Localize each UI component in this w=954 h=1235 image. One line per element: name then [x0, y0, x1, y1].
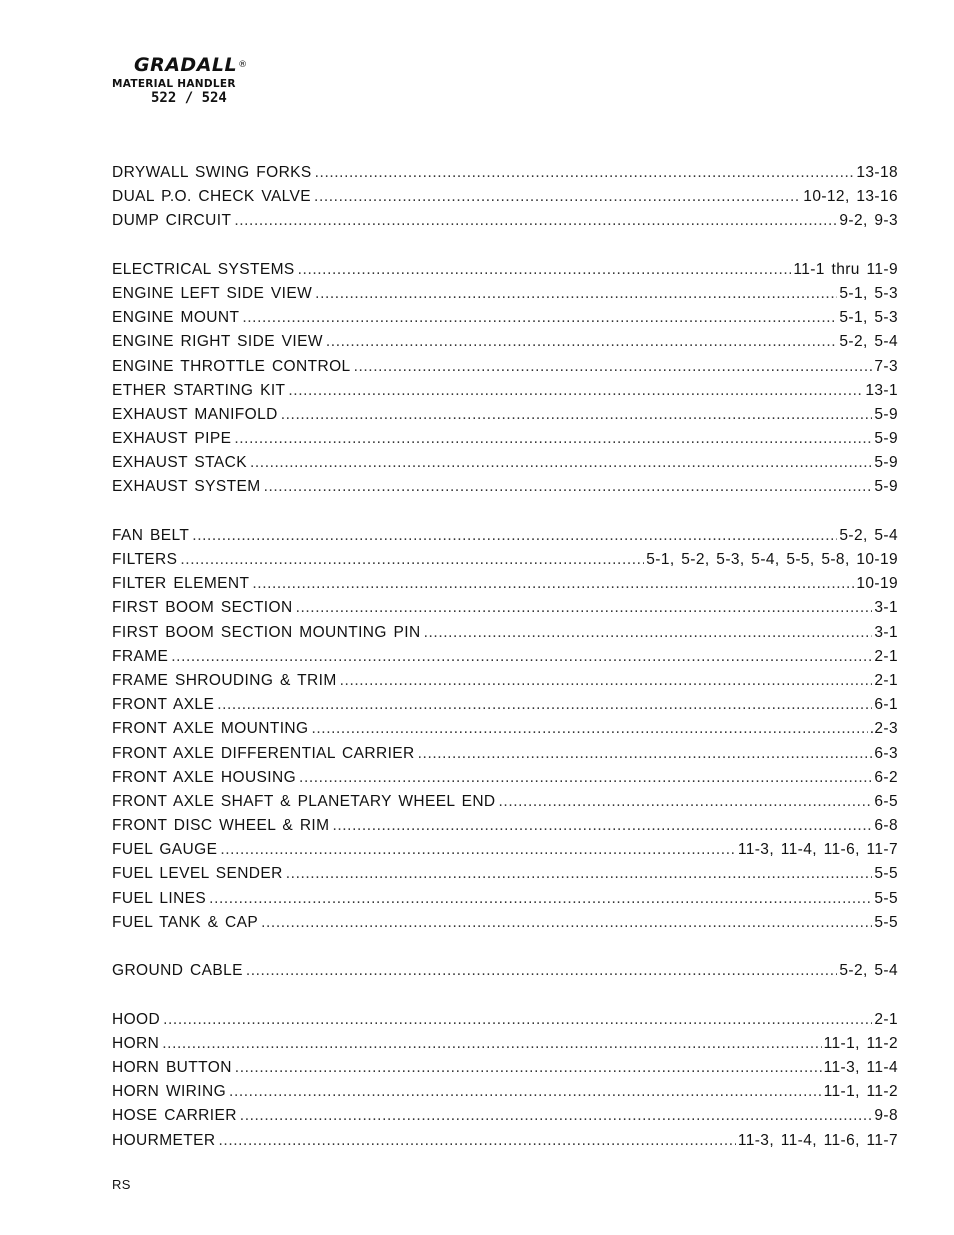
index-term: FRAME — [112, 647, 169, 665]
group-spacer — [112, 503, 898, 527]
index-page-ref: 3-1 — [874, 599, 898, 617]
index-term: FRONT DISC WHEEL & RIM — [112, 817, 330, 835]
index-entry — [112, 648, 898, 672]
index-entry — [112, 164, 898, 188]
registered-mark: ® — [238, 60, 248, 70]
dot-leader — [246, 962, 838, 980]
index-term: FIRST BOOM SECTION MOUNTING PIN — [112, 623, 421, 641]
index-page-ref: 10-19 — [856, 575, 898, 593]
index-entry — [112, 333, 898, 357]
index-entry — [112, 1059, 898, 1083]
index-term: DUMP CIRCUIT — [112, 212, 232, 230]
dot-leader — [418, 745, 873, 763]
index-entry — [112, 1132, 898, 1156]
logo-brand: GRADALL® — [134, 54, 248, 76]
dot-leader — [180, 551, 644, 569]
dot-leader — [219, 1132, 736, 1150]
dot-leader — [326, 333, 838, 351]
dot-leader — [311, 720, 867, 738]
index-entry — [112, 527, 898, 551]
index-page-ref: 5-2, 5-4 — [839, 333, 898, 351]
index-term: EXHAUST STACK — [112, 454, 247, 472]
index-entry — [112, 358, 898, 382]
dot-leader — [209, 890, 872, 908]
dot-leader — [332, 817, 872, 835]
index-page-ref: 5-9 — [874, 405, 898, 423]
index-term: HORN BUTTON — [112, 1058, 232, 1076]
index-page-ref: 13-1 — [865, 381, 898, 399]
index-term: FUEL TANK & CAP — [112, 913, 259, 931]
index-term: FUEL LINES — [112, 889, 207, 907]
index-term: FRONT AXLE — [112, 696, 215, 714]
index-entry — [112, 478, 898, 502]
index-term: EXHAUST PIPE — [112, 430, 232, 448]
index-entry — [112, 551, 898, 575]
index-entry — [112, 890, 898, 914]
index-term: HOOD — [112, 1010, 161, 1028]
dot-leader — [217, 696, 872, 714]
dot-leader — [171, 648, 872, 666]
index-entry — [112, 745, 898, 769]
index-page-ref: 5-1, 5-3 — [839, 284, 898, 302]
index-entry — [112, 769, 898, 793]
dot-leader — [340, 672, 873, 690]
index-page-ref: 3-1 — [874, 623, 898, 641]
group-spacer — [112, 986, 898, 1010]
dot-leader — [234, 430, 872, 448]
index-page-ref: 6-5 — [874, 792, 898, 810]
dot-leader — [235, 1059, 822, 1077]
index-entry — [112, 454, 898, 478]
index-entry — [112, 430, 898, 454]
index-term: HOURMETER — [112, 1131, 216, 1149]
index-entry — [112, 624, 898, 648]
index-term: FRONT AXLE HOUSING — [112, 768, 297, 786]
dot-leader — [315, 164, 855, 182]
index-entry — [112, 406, 898, 430]
index-page-ref: 10-12, 13-16 — [803, 188, 898, 206]
dot-leader — [192, 527, 837, 545]
index-page-ref: 11-3, 11-4, 11-6, 11-7 — [737, 841, 898, 859]
dot-leader — [281, 406, 873, 424]
dot-leader — [298, 261, 792, 279]
index-page-ref: 2-1 — [874, 647, 898, 665]
dot-leader — [261, 914, 872, 932]
index-page-ref: 5-5 — [874, 865, 898, 883]
index-term: ELECTRICAL SYSTEMS — [112, 260, 295, 278]
index-entry — [112, 841, 898, 865]
index-list — [112, 164, 898, 1156]
index-page-ref: 5-2, 5-4 — [839, 526, 898, 544]
index-term: FIRST BOOM SECTION — [112, 599, 293, 617]
dot-leader — [234, 212, 837, 230]
dot-leader — [240, 1107, 873, 1125]
index-entry — [112, 261, 898, 285]
index-page-ref: 9-2, 9-3 — [839, 212, 898, 230]
index-page-ref: 11-1 thru 11-9 — [793, 260, 898, 278]
index-page-ref: 5-9 — [874, 478, 898, 496]
index-entry — [112, 575, 898, 599]
index-page-ref: 6-3 — [874, 744, 898, 762]
index-term: HORN — [112, 1034, 160, 1052]
index-term: FILTER ELEMENT — [112, 575, 250, 593]
index-page-ref: 7-3 — [874, 357, 898, 375]
dot-leader — [314, 188, 801, 206]
index-entry — [112, 1035, 898, 1059]
group-spacer — [112, 237, 898, 261]
index-entry — [112, 865, 898, 889]
index-page-ref: 5-5 — [874, 889, 898, 907]
logo-subtitle: MATERIAL HANDLER — [112, 78, 236, 90]
index-page-ref: 5-1, 5-3 — [839, 309, 898, 327]
index-term: GROUND CABLE — [112, 962, 243, 980]
index-term: ENGINE MOUNT — [112, 309, 240, 327]
index-entry — [112, 1011, 898, 1035]
dot-leader — [296, 599, 873, 617]
index-term: HOSE CARRIER — [112, 1107, 237, 1125]
dot-leader — [162, 1035, 821, 1053]
index-term: FRAME SHROUDING & TRIM — [112, 671, 337, 689]
index-page-ref: 5-1, 5-2, 5-3, 5-4, 5-5, 5-8, 10-19 — [646, 551, 898, 568]
index-page-ref: 11-1, 11-2 — [823, 1034, 898, 1052]
index-page-ref: 6-2 — [874, 768, 898, 786]
index-term: DRYWALL SWING FORKS — [112, 164, 312, 181]
index-term: EXHAUST MANIFOLD — [112, 405, 278, 423]
index-entry — [112, 696, 898, 720]
dot-leader — [354, 358, 873, 376]
dot-leader — [288, 382, 863, 400]
index-page-ref: 11-3, 11-4, 11-6, 11-7 — [737, 1131, 898, 1149]
index-entry — [112, 285, 898, 309]
index-page-ref: 6-8 — [874, 817, 898, 835]
index-page-ref: 5-2, 5-4 — [839, 962, 898, 980]
dot-leader — [252, 575, 854, 593]
dot-leader — [163, 1011, 872, 1029]
index-term: FUEL GAUGE — [112, 841, 218, 859]
index-page-ref: 2-1 — [874, 1010, 898, 1028]
dot-leader — [286, 865, 873, 883]
dot-leader — [499, 793, 873, 811]
index-entry — [112, 672, 898, 696]
dot-leader — [264, 478, 873, 496]
index-entry — [112, 793, 898, 817]
index-term: FUEL LEVEL SENDER — [112, 865, 283, 883]
index-term: FRONT AXLE DIFFERENTIAL CARRIER — [112, 744, 415, 762]
index-entry — [112, 382, 898, 406]
dot-leader — [299, 769, 872, 787]
index-entry — [112, 599, 898, 623]
dot-leader — [220, 841, 736, 859]
index-term: FRONT AXLE SHAFT & PLANETARY WHEEL END — [112, 792, 496, 810]
index-entry — [112, 1083, 898, 1107]
index-term: ENGINE RIGHT SIDE VIEW — [112, 333, 323, 351]
index-term: DUAL P.O. CHECK VALVE — [112, 188, 312, 206]
index-entry — [112, 720, 898, 744]
index-term: FAN BELT — [112, 526, 190, 544]
index-entry — [112, 1107, 898, 1131]
index-term: FILTERS — [112, 551, 178, 568]
dot-leader — [424, 624, 873, 642]
index-page-ref: 11-3, 11-4 — [823, 1058, 898, 1076]
index-term: ENGINE LEFT SIDE VIEW — [112, 284, 313, 302]
index-page-ref: 5-9 — [874, 454, 898, 472]
index-term: EXHAUST SYSTEM — [112, 478, 261, 496]
dot-leader — [315, 285, 837, 303]
index-term: FRONT AXLE MOUNTING — [112, 720, 309, 738]
dot-leader — [229, 1083, 822, 1101]
footer-code: RS — [112, 1177, 131, 1192]
index-page-ref: 13-18 — [856, 164, 898, 181]
index-entry — [112, 914, 898, 938]
index-page-ref: 5-5 — [874, 913, 898, 931]
index-page-ref: 6-1 — [874, 696, 898, 714]
dot-leader — [250, 454, 872, 472]
logo-model-number: 522 / 524 — [151, 90, 227, 106]
group-spacer — [112, 938, 898, 962]
index-term: ETHER STARTING KIT — [112, 381, 286, 399]
index-page-ref: .2-3 — [869, 720, 898, 738]
index-page-ref: 9-8 — [874, 1107, 898, 1125]
index-entry — [112, 962, 898, 986]
index-page-ref: 11-1, 11-2 — [823, 1083, 898, 1101]
index-entry — [112, 817, 898, 841]
index-entry — [112, 188, 898, 212]
index-page-ref: 5-9 — [874, 430, 898, 448]
index-entry — [112, 212, 898, 236]
index-entry — [112, 309, 898, 333]
index-term: HORN WIRING — [112, 1083, 227, 1101]
index-term: ENGINE THROTTLE CONTROL — [112, 357, 351, 375]
dot-leader — [242, 309, 837, 327]
index-page-ref: 2-1 — [874, 671, 898, 689]
